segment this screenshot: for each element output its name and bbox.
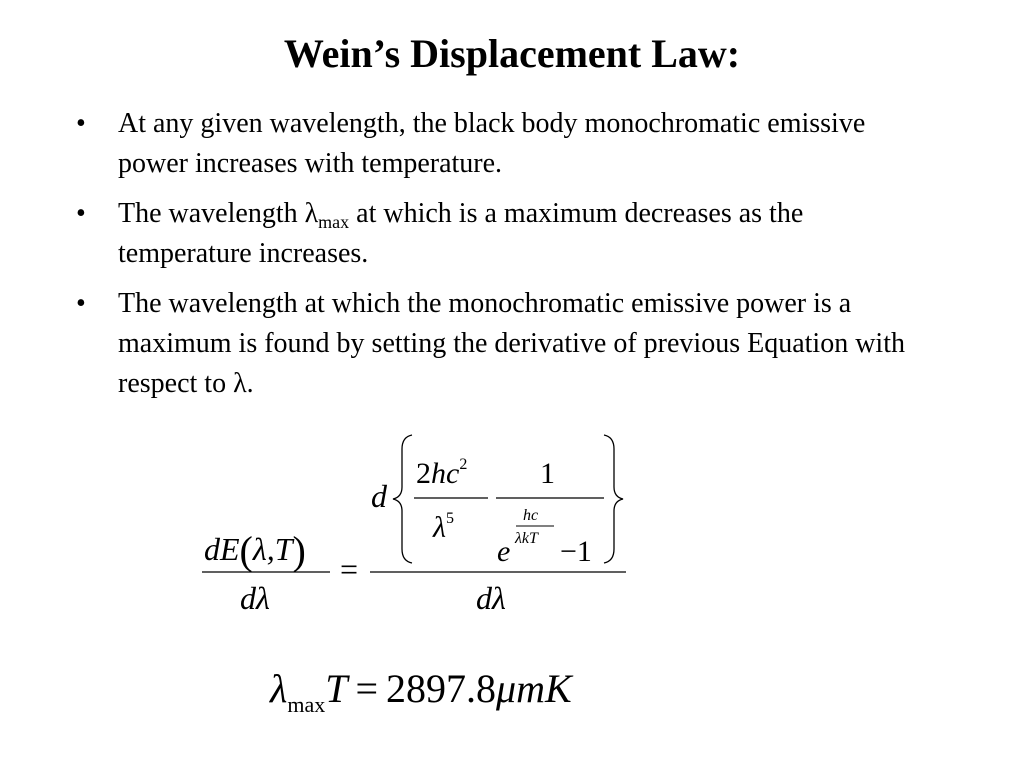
bullet-item-1 bbox=[76, 104, 926, 184]
lambda-subscript: max bbox=[318, 212, 350, 232]
frac1-denominator: $\lambda^5$ bbox=[433, 510, 454, 544]
right-brace bbox=[604, 435, 623, 563]
minus-one: −1 bbox=[560, 535, 592, 568]
bullet-text-before: The wavelength bbox=[118, 198, 305, 229]
derivative-equation bbox=[190, 425, 640, 625]
wien-law-equation bbox=[268, 660, 668, 730]
slide-title: Wein’s Displacement Law: bbox=[283, 31, 741, 76]
bullet-list bbox=[76, 104, 926, 414]
lambda-symbol: λ bbox=[304, 198, 319, 229]
rhs-denominator: dλ bbox=[476, 580, 506, 616]
bullet-text-after: . bbox=[246, 368, 254, 399]
lhs-numerator: dE(λ,T) bbox=[204, 528, 306, 573]
bullet-text: At any given wavelength, the black body monochromatic emissive power increases with temperature. bbox=[118, 108, 866, 179]
bullet-text-before: The wavelength at which the monochromatic emissive power is a maximum is found by setting the derivative of previous Equation with respect to bbox=[118, 288, 905, 399]
bullet-text-after: at which is a maximum decreases as the temperature increases. bbox=[118, 198, 804, 269]
equals-sign: = bbox=[340, 551, 359, 587]
lhs-denominator: dλ bbox=[240, 580, 270, 616]
bullet-dot: • bbox=[76, 288, 86, 319]
bullet-dot: • bbox=[76, 198, 86, 229]
lambda-symbol: λ bbox=[233, 368, 247, 399]
frac1-numerator: $2hc^2$ bbox=[416, 456, 468, 490]
wien-law-text: $\lambda_{max}T = 2897.8\mu mK$ bbox=[270, 666, 572, 717]
rhs-d: d bbox=[371, 478, 387, 514]
exp-denominator: λkT bbox=[515, 530, 538, 547]
exp-numerator: hc bbox=[523, 507, 539, 524]
bullet-dot: • bbox=[76, 108, 86, 139]
left-brace bbox=[393, 435, 412, 563]
exp-base: e bbox=[497, 535, 511, 568]
bullet-item-3 bbox=[76, 284, 926, 404]
bullet-item-2 bbox=[76, 194, 926, 274]
frac2-numerator: 1 bbox=[540, 457, 555, 490]
